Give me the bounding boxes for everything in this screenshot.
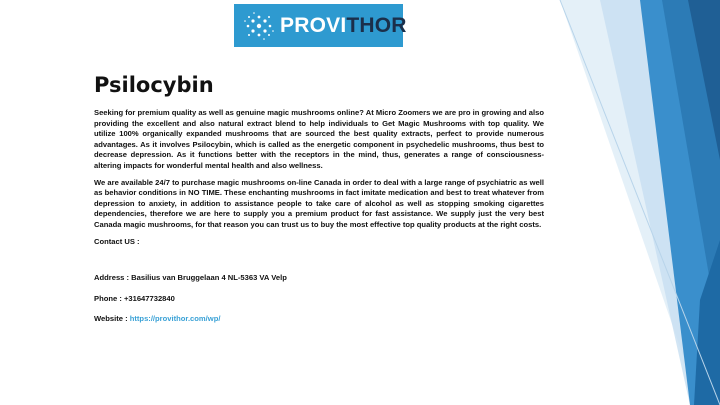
phone-line: Phone : +31647732840 — [94, 293, 175, 303]
paragraph-availability: We are available 24/7 to purchase magic mushrooms on-line Canada in order to deal with a large range of psychiatric as well as behavior conditions in NO TIME. These enchanting mushrooms in fact imitate medication and best to treat whatever from depression to anxiety, in addition to assistance people to take care of alcohol as well as stopping smoking cigarettes dependencies, therefore we are here to supply you a premium product for fast assistance. We supply just the very best Canada magic mushrooms, for that reason you can trust us to buy the most effective top quality products at the right costs. — [94, 177, 544, 229]
main-content — [94, 72, 544, 325]
provithor-logo — [234, 4, 407, 47]
page-title: Psilocybin — [94, 73, 214, 97]
logo-wordmark: PROVITHOR — [280, 13, 407, 37]
address-line: Address : Basilius van Bruggelaan 4 NL-5363 VA Velp — [94, 273, 287, 283]
paragraph-intro: Seeking for premium quality as well as genuine magic mushrooms online? At Micro Zoomers we are pro in growing and also providing the excellent and also natural extract blend to help individuals to Get Magic Mushrooms with top quality. We utilize 100% organically expanded mushrooms that are sourced the best quality extracts, perfect to provide numerous advantages. As it involves Psilocybin, which is called as the energetic component in psychedelic mushrooms, thus best to decrease depression. As it functions better with the receptors in the mind, thus, generates a range of consciousness-altering impacts for wonderful mental health and also wellness. — [94, 108, 544, 170]
globe-dots-icon — [242, 11, 276, 41]
contact-label: Contact US : — [94, 236, 140, 246]
website-line — [94, 314, 544, 325]
website-label: Website : — [94, 314, 130, 324]
website-link[interactable]: https://provithor.com/wp/ — [129, 314, 221, 324]
